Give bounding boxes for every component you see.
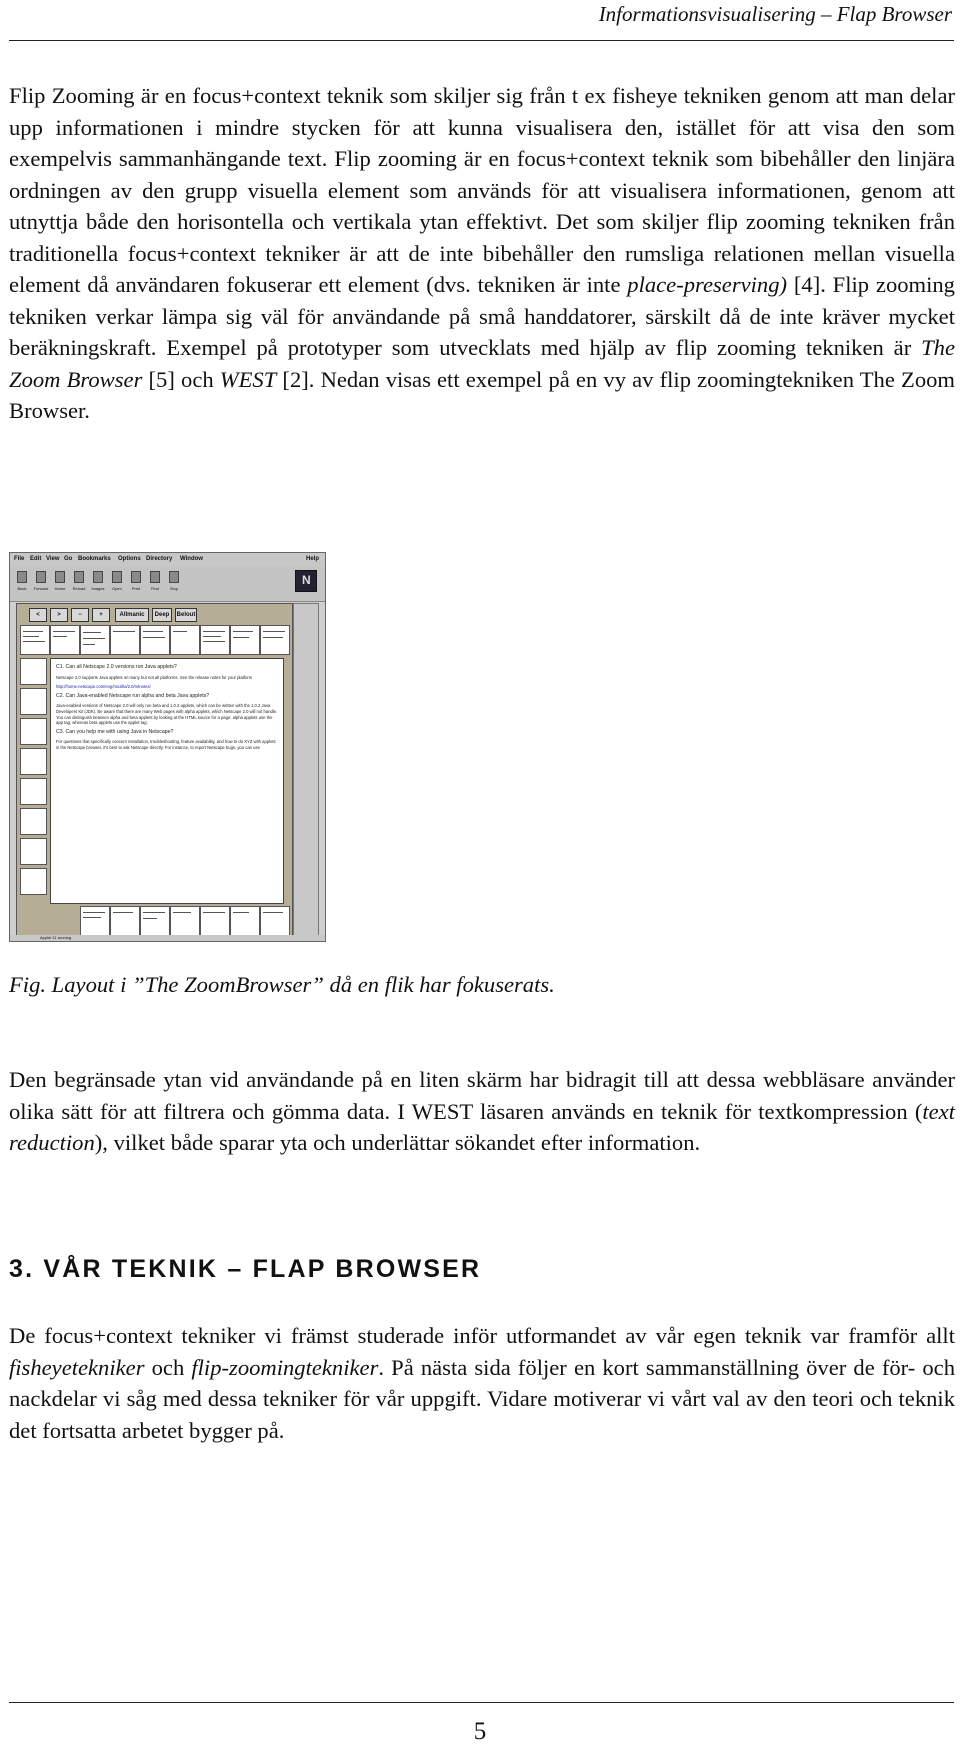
tile-thumbnail: [20, 808, 47, 835]
fig-home-button: Home: [53, 571, 67, 593]
fig-forward-button: Forward: [34, 571, 48, 593]
fig-menu-item: Directory: [146, 556, 173, 562]
zoom-browser-canvas: [16, 603, 293, 939]
home-icon: [55, 571, 65, 583]
tile-thumbnail: [20, 838, 47, 865]
zb-minus-button: −: [71, 608, 89, 622]
figure-statusbar: Applet 11 running: [10, 935, 325, 941]
p3-italic-flip-zooming: flip-zoomingtekniker: [191, 1354, 379, 1380]
tile-thumbnail: [230, 625, 260, 655]
p3-text-5: . På nästa sida följer en kort sammanställning över de för- och nackdelar vi såg med dessa tekniker för vår uppgift. Vidare motiverar vi vårt val av den teori och teknik det fortsatta arbetet bygger på.: [9, 1354, 956, 1443]
paragraph-flip-zooming: [9, 80, 955, 427]
reload-icon: [74, 571, 84, 583]
focus-answer-2: Java-enabled versions of Netscape 2.0 will only run beta and 1.0.2 applets, which can be written with the 1.0.2 Java Developers Kit (JDK). Be aware that there are many Web pages with alpha applets, which Netscape 2.0 will not handle. You can distinguish between alpha and beta applets by looking at the HTML source for a page: alpha applets use the app tag, whereas beta applets use the applet tag.: [56, 703, 278, 726]
p1-text-1: Flip Zooming är en focus+context teknik som skiljer sig från t ex fisheye tekniken genom att man delar upp informationen i mindre stycken för att kunna visualisera den, istället för att visa den som exempelvis sammanhängande text. Flip zooming är en focus+context teknik som bibehåller den linjära ordningen av den grupp visuella element som används för att visualisera informationen, genom att utnyttja både den horisontella och vertikala ytan effektivt. Det som skiljer flip zooming tekniken från traditionella focus+context tekniker är att de inte bibehåller den rumsliga relationen mellan visuella element då användaren fokuserar ett element (dvs. tekniken är inte: [9, 83, 955, 297]
running-title: Informationsvisualisering – Flap Browser: [598, 2, 952, 26]
tile-thumbnail: [20, 748, 47, 775]
tile-thumbnail: [140, 625, 170, 655]
zb-allmanic-button: Allmanic: [115, 608, 149, 622]
page-header: [9, 0, 954, 41]
tile-thumbnail: [80, 906, 110, 936]
tile-thumbnail: [20, 718, 47, 745]
p1-text-7: [2]. Nedan visas ett exempel på en vy av flip zoomingtekniken The Zoom Browser.: [9, 366, 955, 423]
fig-menu-item: Window: [180, 556, 203, 562]
tile-thumbnail: [20, 778, 47, 805]
back-icon: [17, 571, 27, 583]
p2-text-1: Den begränsade ytan vid användande på en liten skärm har bidragit till att dessa webbläsare använder olika sätt för att filtrera och gömma data. I WEST läsaren används en teknik för textkompression (: [9, 1067, 955, 1124]
fig-images-button: Images: [91, 571, 105, 593]
tile-thumbnail: [110, 625, 140, 655]
zb-prev-button: <: [29, 608, 47, 622]
fig-stop-button: Stop: [167, 571, 181, 593]
paragraph-our-technique: [9, 1320, 955, 1446]
stop-icon: [169, 571, 179, 583]
fig-menu-item: Help: [306, 556, 320, 562]
fig-menu-item: Edit: [30, 556, 42, 562]
focused-tile: [50, 658, 284, 904]
p1-text-3: [4]. Flip zooming tekniken verkar lämpa sig väl för användande på små handdatorer, särskilt då de inte kräver mycket beräkningskraft. Exempel på prototyper som utvecklats med hjälp av flip zooming tekniken är: [9, 272, 955, 360]
figure-menubar: [10, 553, 325, 567]
forward-icon: [36, 571, 46, 583]
figure-toolbar: [10, 567, 325, 602]
open-icon: [112, 571, 122, 583]
tile-thumbnail: [20, 625, 50, 655]
tile-thumbnail: [20, 868, 47, 895]
paragraph-small-screens: [9, 1064, 955, 1159]
fig-menu-item: Bookmarks: [78, 556, 111, 562]
zoom-browser-screenshot: [9, 552, 326, 942]
p2-italic-text-reduction: text reduction: [9, 1098, 955, 1155]
p2-text-3: ), vilket både sparar yta och underlättar sökandet efter information.: [94, 1130, 701, 1155]
fig-menu-item: Options: [118, 556, 141, 562]
focus-link: http://home.netscape.com/eng/mozilla/2.0/relnotes/: [56, 684, 151, 690]
fig-print-button: Print: [129, 571, 143, 593]
p3-text-3: och: [144, 1354, 192, 1380]
figure-scrollbar: [293, 603, 319, 937]
focus-question-3: C3. Can you help me with using Java in Netscape?: [56, 728, 174, 735]
tile-thumbnail: [200, 625, 230, 655]
p1-italic-place-preserving: place-preserving): [627, 272, 788, 297]
tile-thumbnail: [170, 625, 200, 655]
tile-thumbnail: [260, 906, 290, 936]
fig-menu-item: File: [14, 556, 25, 562]
p1-text-5: [5] och: [142, 366, 220, 392]
page-number: 5: [473, 1718, 487, 1745]
figure-caption: Fig. Layout i ”The ZoomBrowser” då en flik har fokuserats.: [9, 972, 555, 997]
section-heading: 3. VÅR TEKNIK – FLAP BROWSER: [9, 1255, 482, 1283]
zb-belout-button: Belout: [175, 608, 197, 622]
fig-reload-button: Reload: [72, 571, 86, 593]
focus-question-1: C1. Can all Netscape 2.0 versions run Java applets?: [56, 664, 177, 670]
tile-thumbnail: [50, 625, 80, 655]
tile-thumbnail: [200, 906, 230, 936]
fig-menu-item: View: [46, 556, 60, 562]
zb-deep-button: Deep: [152, 608, 172, 622]
p1-italic-west: WEST: [219, 366, 277, 392]
tile-thumbnail: [20, 658, 47, 685]
print-icon: [131, 571, 141, 583]
netscape-logo-icon: N: [295, 570, 317, 592]
fig-menu-item: Go: [64, 556, 73, 562]
tile-thumbnail: [20, 688, 47, 715]
find-icon: [150, 571, 160, 583]
tile-thumbnail: [110, 906, 140, 936]
fig-find-button: Find: [148, 571, 162, 593]
p3-italic-fisheye: fisheyetekniker: [9, 1354, 145, 1380]
fig-open-button: Open: [110, 571, 124, 593]
tile-thumbnail: [80, 625, 110, 655]
p3-text-1: De focus+context tekniker vi främst studerade inför utformandet av vår egen teknik var framför allt: [9, 1323, 955, 1348]
tile-thumbnail: [170, 906, 200, 936]
focus-answer-3: For questions that specifically concern installation, troubleshooting, feature availability, and how to do XYZ with applets in the Netscape browser, it's best to ask Netscape directly. For instance, to report Netscape bugs, you can use: [56, 739, 276, 750]
focus-question-2: C2. Can Java-enabled Netscape run alpha and beta Java applets?: [56, 692, 210, 699]
images-icon: [93, 571, 103, 583]
tile-thumbnail: [140, 906, 170, 936]
zb-plus-button: +: [92, 608, 110, 622]
fig-back-button: Back: [15, 571, 29, 593]
focus-answer-1: Netscape 2.0 supports Java applets on many but not all platforms. See the release notes for your platform: [56, 674, 253, 680]
tile-thumbnail: [260, 625, 290, 655]
zb-next-button: >: [50, 608, 68, 622]
footer-divider: [9, 1702, 954, 1703]
tile-thumbnail: [230, 906, 260, 936]
p1-italic-zoom-browser: The Zoom Browser: [9, 335, 955, 392]
